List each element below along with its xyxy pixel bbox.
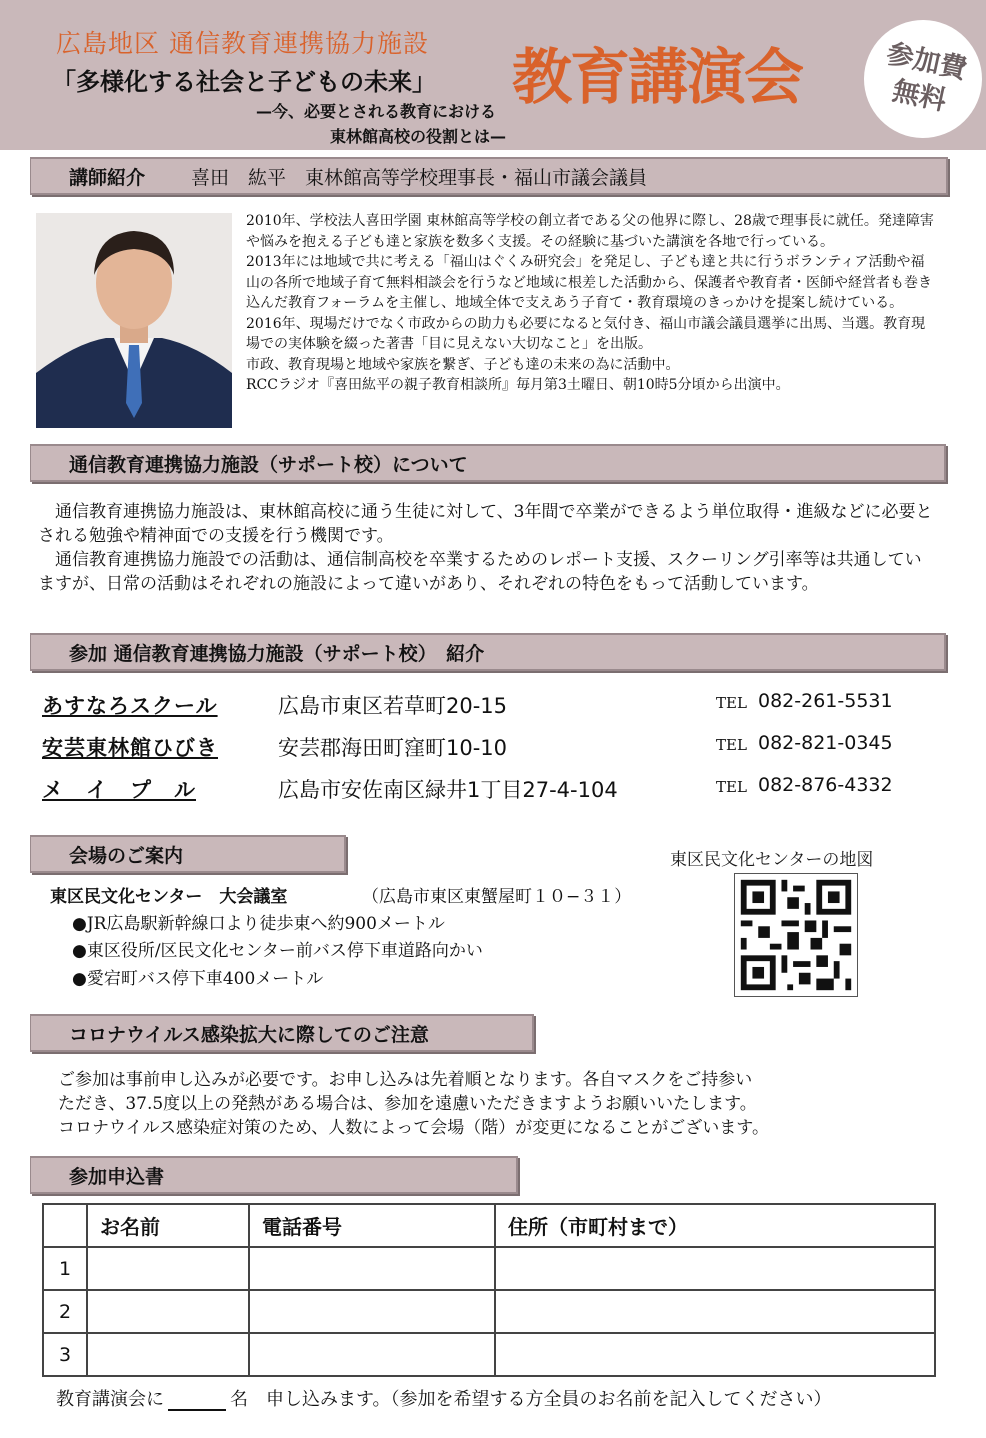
- address-field[interactable]: [495, 1333, 935, 1376]
- lecture-subtitle-2: 東林館高校の役割とは—: [330, 127, 507, 146]
- school-name: あすなろスクール: [42, 694, 218, 718]
- speaker-portrait-icon: [36, 213, 232, 428]
- school-name: 安芸東林館ひびき: [42, 736, 218, 760]
- covid-notice: [58, 1068, 938, 1140]
- venue-heading-bar: [30, 835, 346, 873]
- table-row: [43, 1247, 935, 1290]
- fee-label: 参加費: [883, 38, 970, 86]
- name-field[interactable]: [87, 1290, 249, 1333]
- table-header-row: [43, 1204, 935, 1247]
- row-number: 2: [43, 1290, 87, 1333]
- free-admission-badge: [853, 9, 986, 149]
- school-row: [42, 732, 942, 764]
- speaker-bio: [246, 211, 936, 396]
- covid-heading: コロナウイルス感染拡大に際してのご注意: [69, 1023, 429, 1046]
- school-phone: 082-261-5531: [758, 690, 893, 712]
- name-field[interactable]: [87, 1333, 249, 1376]
- notice-line: コロナウイルス感染症対策のため、人数によって会場（階）が変更になることがございます。: [58, 1118, 769, 1138]
- school-address: 安芸郡海田町窪町10-10: [278, 736, 508, 760]
- venue-name: 東区民文化センター 大会議室: [50, 887, 288, 907]
- bio-paragraph: 2013年には地域で共に考える「福山はぐくみ研究会」を発足し、子ども達と共に行うボランティア活動や福山の各所で地域子育て無料相談会を行うなど地域に根差した活動から、保護者や教育者・医師や経営者も巻き込んだ教育フォーラムを主催し、地域全体で支えあう子育て・教育環境のきっかけを提案し続けている。: [246, 254, 932, 311]
- event-title: 教育講演会: [512, 43, 802, 113]
- schools-heading: 参加 通信教育連携協力施設（サポート校） 紹介: [69, 642, 485, 665]
- name-field[interactable]: [87, 1247, 249, 1290]
- about-text: [38, 500, 938, 596]
- venue-access: ●東区役所/区民文化センター前バス停下車道路向かい: [72, 941, 483, 961]
- phone-field[interactable]: [249, 1333, 495, 1376]
- attendee-count-field[interactable]: [168, 1393, 226, 1411]
- bio-paragraph: RCCラジオ『喜田紘平の親子教育相談所』毎月第3土曜日、朝10時5分頃から出演中。: [246, 377, 790, 393]
- phone-field[interactable]: [249, 1247, 495, 1290]
- phone-field[interactable]: [249, 1290, 495, 1333]
- speaker-photo: [36, 213, 232, 428]
- about-paragraph: 通信教育連携協力施設は、東林館高校に通う生徒に対して、3年間で卒業ができるよう単位取得・進級などに必要とされる勉強や精神面での支援を行う機関です。: [38, 502, 933, 546]
- col-header-number: [43, 1204, 87, 1247]
- table-row: [43, 1290, 935, 1333]
- school-row: [42, 774, 942, 806]
- notice-line: ご参加は事前申し込みが必要です。お申し込みは先着順となります。各自マスクをご持参い: [58, 1070, 753, 1090]
- covid-heading-bar: [30, 1014, 534, 1052]
- tel-label: TEL: [716, 736, 747, 754]
- venue-heading: 会場のご案内: [69, 844, 184, 867]
- footer-text-b: 名 申し込みます。（参加を希望する方全員のお名前を記入してください）: [230, 1389, 832, 1410]
- lecture-subtitle-1: —今、必要とされる教育における: [256, 102, 497, 121]
- speaker-name-title: 喜田 紘平 東林館高等学校理事長・福山市議会議員: [191, 166, 648, 189]
- table-row: [43, 1333, 935, 1376]
- school-phone: 082-821-0345: [758, 732, 893, 754]
- school-name: メ イ プ ル: [42, 778, 196, 802]
- lecture-theme: 「多様化する社会と子どもの未来」: [52, 68, 436, 96]
- venue-access: ●JR広島駅新幹線口より徒歩東へ約900メートル: [72, 914, 445, 934]
- application-form-table: [42, 1203, 936, 1377]
- col-header-name: お名前: [87, 1204, 249, 1247]
- about-heading-bar: [30, 444, 946, 482]
- map-label: 東区民文化センターの地図: [670, 850, 874, 870]
- about-paragraph: 通信教育連携協力施設での活動は、通信制高校を卒業するためのレポート支援、スクーリング引率等は共通していますが、日常の活動はそれぞれの施設によって違いがあり、それぞれの特色をもって活動しています。: [38, 550, 922, 594]
- row-number: 3: [43, 1333, 87, 1376]
- fee-value: 無料: [889, 75, 949, 117]
- about-heading: 通信教育連携協力施設（サポート校）について: [69, 453, 468, 476]
- tel-label: TEL: [716, 694, 747, 712]
- header-band: [0, 0, 986, 150]
- venue-access: ●愛宕町バス停下車400メートル: [72, 969, 324, 989]
- bio-paragraph: 2016年、現場だけでなく市政からの助力も必要になると気付き、福山市議会議員選挙に出馬、当選。教育現場での実体験を綴った著書「目に見えない大切なこと」を出版。: [246, 315, 926, 352]
- form-heading-bar: [30, 1156, 518, 1194]
- address-field[interactable]: [495, 1290, 935, 1333]
- footer-text-a: 教育講演会に: [56, 1389, 164, 1410]
- schools-heading-bar: [30, 633, 946, 671]
- region-title: 広島地区 通信教育連携協力施設: [56, 29, 429, 58]
- school-row: [42, 690, 942, 722]
- row-number: 1: [43, 1247, 87, 1290]
- speaker-heading: 講師紹介: [69, 166, 146, 189]
- bio-paragraph: 市政、教育現場と地域や家族を繋ぎ、子ども達の未来の為に活動中。: [246, 356, 680, 373]
- bio-paragraph: 2010年、学校法人喜田学園 東林館高等学校の創立者である父の他界に際し、28歳で理事長に就任。発達障害や悩みを抱える子ども達と家族を数多く支援。その経験に基づいた講演を各地で行っている。: [246, 213, 934, 250]
- address-field[interactable]: [495, 1247, 935, 1290]
- speaker-heading-bar: [30, 157, 948, 195]
- form-heading: 参加申込書: [69, 1165, 165, 1188]
- col-header-phone: 電話番号: [249, 1204, 495, 1247]
- col-header-address: 住所（市町村まで）: [495, 1204, 935, 1247]
- qr-code-icon: [735, 874, 857, 996]
- school-address: 広島市東区若草町20-15: [278, 694, 508, 718]
- tel-label: TEL: [716, 778, 747, 796]
- notice-line: ただき、37.5度以上の発熱がある場合は、参加を遠慮いただきますようお願いいたします。: [58, 1094, 757, 1114]
- venue-address: （広島市東区東蟹屋町１０−３１）: [362, 887, 632, 907]
- map-qr-code[interactable]: [734, 873, 858, 997]
- form-footer: [56, 1385, 832, 1411]
- school-address: 広島市安佐南区緑井1丁目27-4-104: [278, 778, 618, 802]
- school-phone: 082-876-4332: [758, 774, 893, 796]
